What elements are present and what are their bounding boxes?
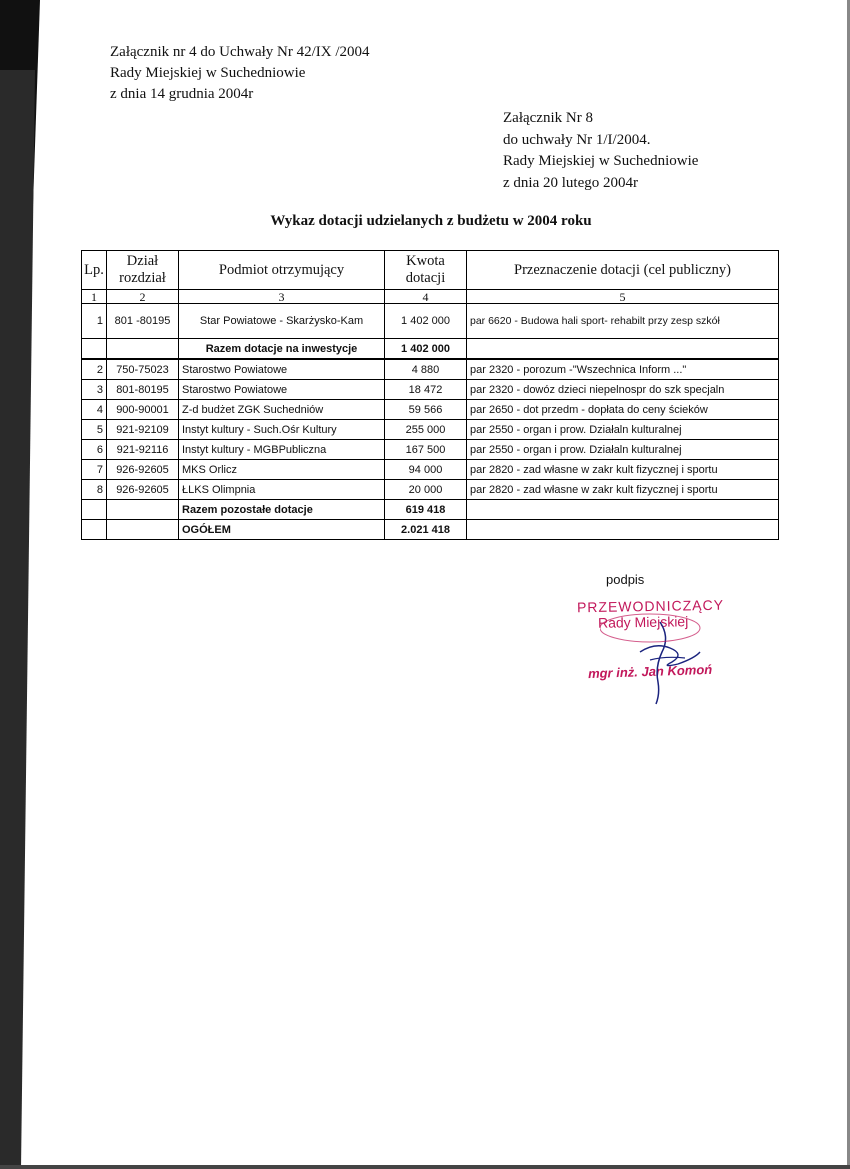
scan-bottom-edge (0, 1165, 850, 1169)
stamp-council: Rady Miejskiej (597, 613, 689, 631)
row-lp: 4 (82, 400, 107, 420)
col-number: 2 (107, 290, 179, 304)
row-lp: 3 (82, 380, 107, 400)
row-podmiot: Z-d budżet ZGK Suchedniów (179, 400, 385, 420)
grand-total-row (82, 520, 779, 540)
row-podmiot: Star Powiatowe - Skarżysko-Kam (179, 304, 385, 339)
header-left-line2: Rady Miejskiej w Suchedniowie (110, 65, 306, 81)
row-kwota: 18 472 (385, 380, 467, 400)
header-right-line4: z dnia 20 lutego 2004r (503, 174, 638, 191)
header-right-line1: Załącznik Nr 8 (503, 110, 593, 126)
table-row (82, 359, 779, 380)
header-kwota: Kwota dotacji (385, 251, 467, 290)
row-lp: 1 (82, 304, 107, 339)
row-dzial: 900-90001 (107, 400, 179, 420)
grants-table (81, 250, 779, 540)
row-podmiot: MKS Orlicz (179, 460, 385, 480)
handwritten-signature (597, 612, 720, 707)
attachment-header-right (503, 108, 698, 194)
table-row (82, 304, 779, 339)
header-podmiot: Podmiot otrzymujący (179, 251, 385, 290)
col-number: 3 (179, 290, 385, 304)
row-cel: par 2320 - dowóz dzieci niepelnospr do szk specjaln (467, 380, 779, 400)
grants-rows (82, 359, 779, 500)
row-cel: par 2550 - organ i prow. Działaln kulturalnej (467, 420, 779, 440)
row-podmiot: Instyt kultury - Such.Ośr Kultury (179, 420, 385, 440)
table-row (82, 440, 779, 460)
row-lp: 2 (82, 359, 107, 380)
investment-total-amount: 1 402 000 (385, 339, 467, 360)
document-title: Wykaz dotacji udzielanych z budżetu w 2004 roku (270, 213, 592, 229)
row-kwota: 94 000 (385, 460, 467, 480)
row-kwota: 1 402 000 (385, 304, 467, 339)
signature-label: podpis (606, 572, 645, 587)
row-cel: par 6620 - Budowa hali sport- rehabilt przy zesp szkół (467, 304, 779, 339)
row-kwota: 255 000 (385, 420, 467, 440)
row-dzial: 750-75023 (107, 359, 179, 380)
row-lp: 5 (82, 420, 107, 440)
table-row (82, 460, 779, 480)
header-przeznaczenie: Przeznaczenie dotacji (cel publiczny) (467, 251, 779, 290)
row-cel: par 2820 - zad własne w zakr kult fizycznej i sportu (467, 480, 779, 500)
row-lp: 6 (82, 440, 107, 460)
row-kwota: 20 000 (385, 480, 467, 500)
table-row (82, 420, 779, 440)
row-podmiot: ŁLKS Olimpnia (179, 480, 385, 500)
row-cel: par 2820 - zad własne w zakr kult fizycznej i sportu (467, 460, 779, 480)
row-dzial: 801 -80195 (107, 304, 179, 339)
table-row (82, 380, 779, 400)
table-row (82, 480, 779, 500)
grand-total-label: OGÓŁEM (179, 520, 385, 540)
row-cel: par 2320 - porozum -"Wszechnica Inform ..." (467, 359, 779, 380)
row-kwota: 167 500 (385, 440, 467, 460)
col-number: 4 (385, 290, 467, 304)
header-left-line1: Załącznik nr 4 do Uchwały Nr 42/IX /2004 (110, 44, 370, 60)
row-kwota: 59 566 (385, 400, 467, 420)
row-dzial: 926-92605 (107, 460, 179, 480)
row-podmiot: Starostwo Powiatowe (179, 359, 385, 380)
investment-total-label: Razem dotacje na inwestycje (179, 339, 385, 360)
attachment-header-left (110, 42, 370, 105)
row-dzial: 921-92116 (107, 440, 179, 460)
other-total-label: Razem pozostałe dotacje (179, 500, 385, 520)
header-lp: Lp. (82, 251, 107, 290)
grand-total-amount: 2.021 418 (385, 520, 467, 540)
header-dzial: Dział rozdział (107, 251, 179, 290)
stamp-title: PRZEWODNICZĄCY (576, 596, 725, 616)
other-total-row (82, 500, 779, 520)
row-dzial: 921-92109 (107, 420, 179, 440)
header-right-line2: do uchwały Nr 1/I/2004. (503, 131, 651, 148)
row-dzial: 926-92605 (107, 480, 179, 500)
table-header-row (82, 251, 779, 290)
scan-shadow (0, 70, 35, 1169)
row-kwota: 4 880 (385, 359, 467, 380)
col-number: 5 (467, 290, 779, 304)
row-dzial: 801-80195 (107, 380, 179, 400)
row-cel: par 2550 - organ i prow. Działaln kulturalnej (467, 440, 779, 460)
row-podmiot: Instyt kultury - MGBPubliczna (179, 440, 385, 460)
row-podmiot: Starostwo Powiatowe (179, 380, 385, 400)
header-right-line3: Rady Miejskiej w Suchedniowie (503, 153, 699, 169)
other-total-amount: 619 418 (385, 500, 467, 520)
row-cel: par 2650 - dot przedm - dopłata do ceny ścieków (467, 400, 779, 420)
stamp-name: mgr inż. Jan Komoń (587, 661, 713, 682)
header-left-line3: z dnia 14 grudnia 2004r (110, 86, 254, 102)
investment-total-row (82, 339, 779, 360)
row-lp: 7 (82, 460, 107, 480)
table-row (82, 400, 779, 420)
row-lp: 8 (82, 480, 107, 500)
column-number-row (82, 290, 779, 304)
col-number: 1 (82, 290, 107, 304)
